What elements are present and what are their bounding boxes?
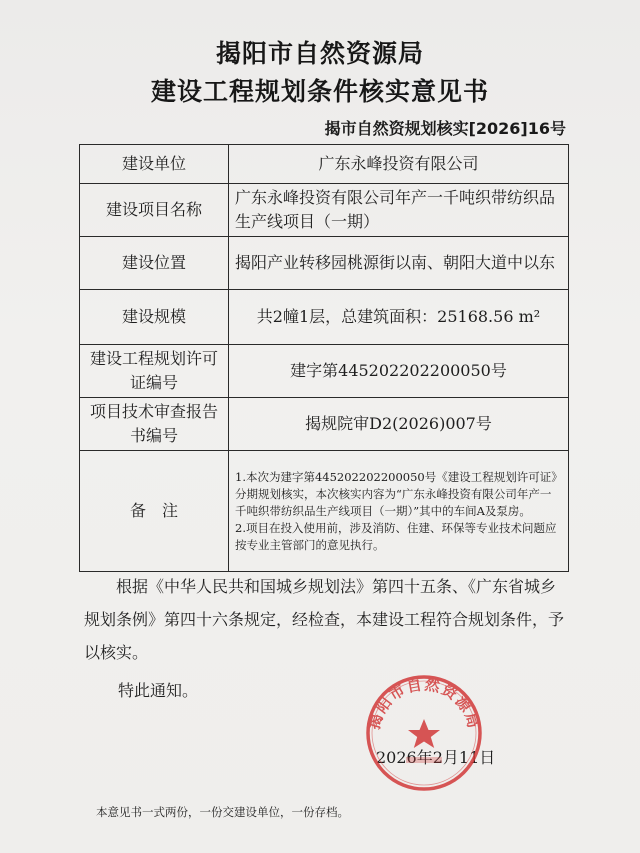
table-row (80, 290, 569, 345)
document-number: 揭市自然资规划核实[2026]16号 (324, 119, 566, 138)
decision-paragraph: 根据《中华人民共和国城乡规划法》第四十五条、《广东省城乡规划条例》第四十六条规定，经检查，本建设工程符合规划条件，予以核实。 (84, 577, 565, 662)
row-value: 揭阳产业转移园桃源街以南、朝阳大道中以东 (229, 237, 569, 290)
table-row (80, 237, 569, 290)
row-value: 广东永峰投资有限公司 (229, 145, 569, 184)
issuer-title: 揭阳市自然资源局 (215, 39, 424, 68)
footer-note: 本意见书一式两份，一份交建设单位，一份存档。 (96, 805, 349, 819)
row-label: 建设单位 (80, 145, 229, 184)
row-value: 揭规院审D2(2026)007号 (229, 398, 569, 451)
official-seal (364, 673, 484, 793)
table-row (80, 184, 569, 237)
row-value: 广东永峰投资有限公司年产一千吨织带纺织品生产线项目（一期） (229, 184, 569, 237)
table-row (80, 451, 569, 572)
document-title: 建设工程规划条件核实意见书 (150, 77, 489, 106)
remark-item: 1.本次为建字第445202202200050号《建设工程规划许可证》分期规划核实，本次核实内容为“广东永峰投资有限公司年产一千吨织带纺织品生产线项目（一期）”其中的车间A及泵房。 (235, 469, 557, 518)
table-row (80, 345, 569, 398)
table-row (80, 398, 569, 451)
svg-text:揭阳市自然资源局: 揭阳市自然资源局 (365, 675, 483, 732)
row-value: 共2幢1层，总建筑面积：25168.56 m² (229, 290, 569, 345)
remark-item: 2.项目在投入使用前，涉及消防、住建、环保等专业技术问题应按专业主管部门的意见执行。 (235, 520, 557, 552)
row-label: 项目技术审查报告书编号 (80, 398, 229, 451)
table-row (80, 145, 569, 184)
remarks-cell (229, 451, 569, 572)
row-value: 建字第445202202200050号 (229, 345, 569, 398)
info-table (79, 144, 569, 572)
issue-date: 2026年2月11日 (376, 748, 496, 767)
row-label: 建设工程规划许可证编号 (80, 345, 229, 398)
row-label: 备 注 (80, 451, 229, 572)
row-label: 建设规模 (80, 290, 229, 345)
notice-text: 特此通知。 (118, 681, 199, 700)
row-label: 建设位置 (80, 237, 229, 290)
row-label: 建设项目名称 (80, 184, 229, 237)
